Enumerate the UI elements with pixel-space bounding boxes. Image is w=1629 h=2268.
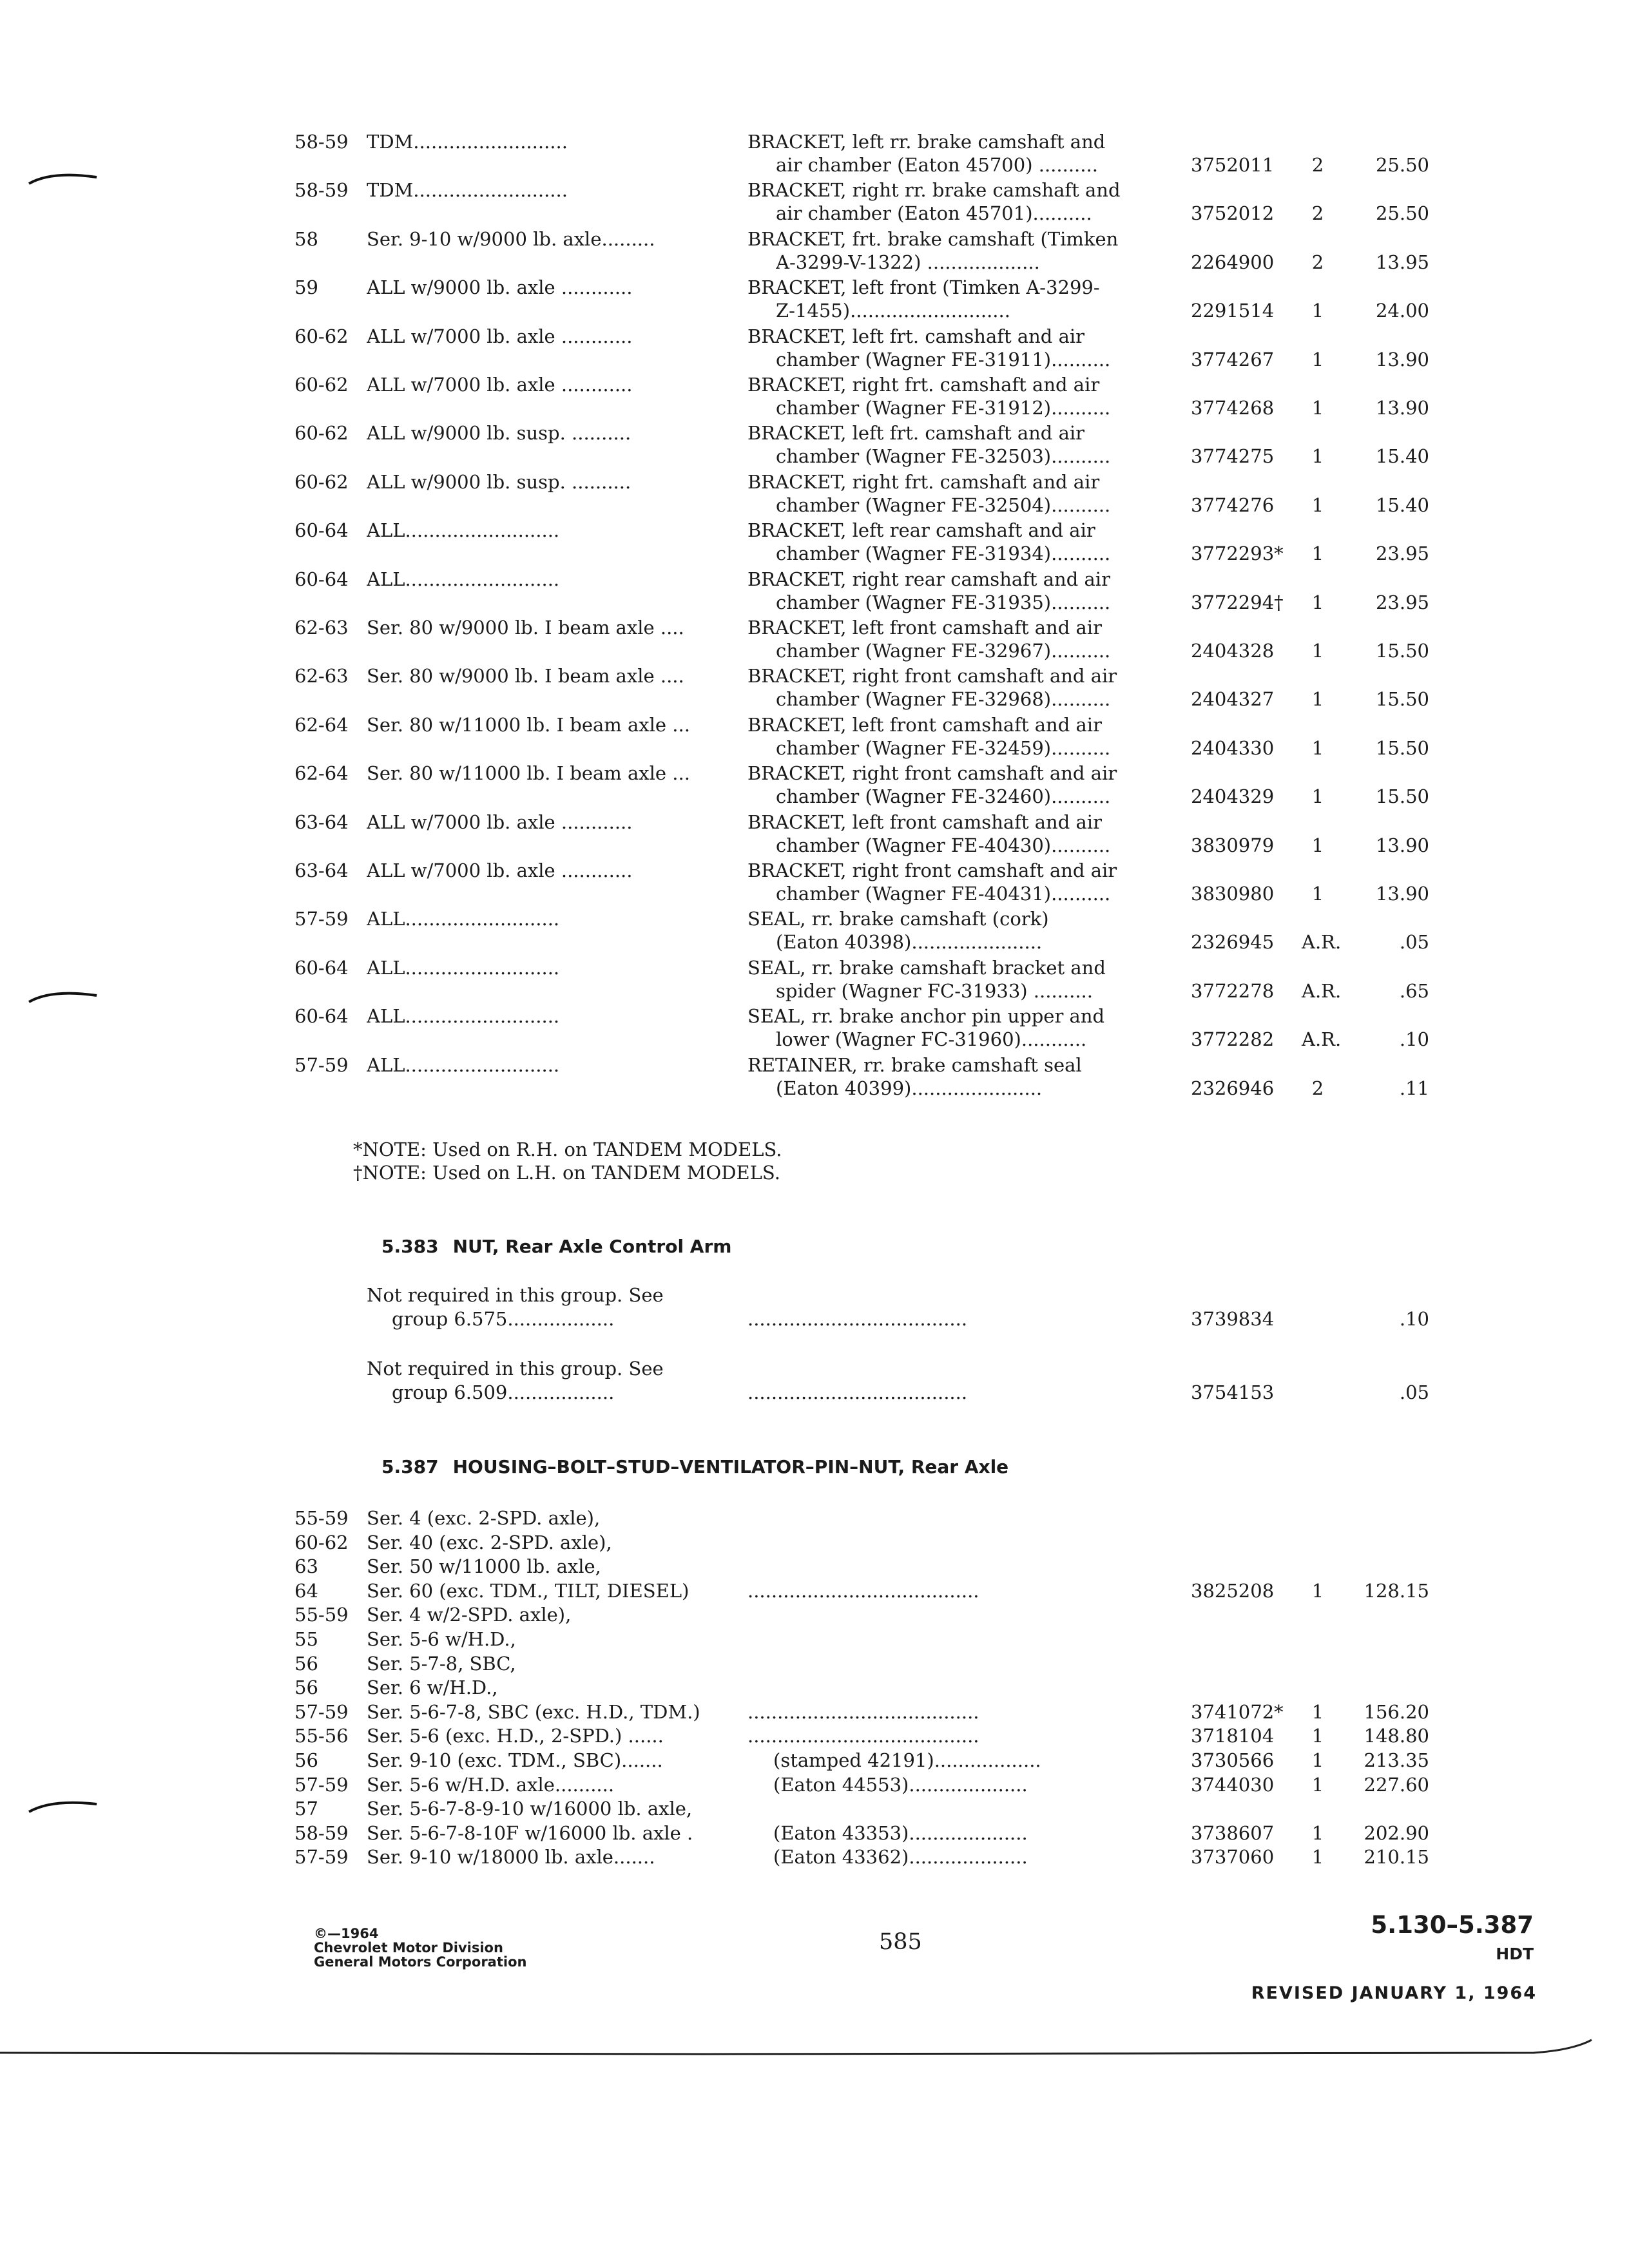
note-rh: *NOTE: Used on R.H. on TANDEM MODELS. xyxy=(353,1139,782,1160)
price: 15.50 xyxy=(1375,785,1429,807)
application: Ser. 4 (exc. 2-SPD. axle), xyxy=(367,1507,601,1529)
quantity: 1 xyxy=(1311,397,1324,419)
part-description: ....................................... xyxy=(747,1725,979,1747)
table-row-continuation xyxy=(0,395,1629,421)
part-description: ..................................... xyxy=(747,1308,968,1330)
price: 213.35 xyxy=(1364,1749,1429,1771)
part-description: BRACKET, left front camshaft and air xyxy=(747,811,1102,833)
price: 23.95 xyxy=(1375,591,1429,613)
table-row-continuation xyxy=(0,783,1629,809)
part-description-continued: spider (Wagner FC-31933) .......... xyxy=(776,980,1093,1002)
quantity: 1 xyxy=(1311,1774,1324,1796)
section-range: 5.130–5.387 xyxy=(1371,1911,1534,1939)
model-years: 60-62 xyxy=(294,1532,349,1553)
table-row xyxy=(0,1578,1629,1604)
price: .10 xyxy=(1399,1308,1429,1330)
quantity: 1 xyxy=(1311,1701,1324,1723)
part-number: 3772278 xyxy=(1191,980,1275,1002)
price: .65 xyxy=(1399,980,1429,1002)
manual-code: HDT xyxy=(1496,1945,1534,1963)
revision-date: REVISED JANUARY 1, 1964 xyxy=(1251,1983,1537,2003)
table-row xyxy=(0,372,1629,398)
section-heading-5387 xyxy=(381,1454,1008,1480)
model-years: 64 xyxy=(294,1580,318,1602)
price: 13.90 xyxy=(1375,349,1429,370)
part-description-continued: chamber (Wagner FE-31935).......... xyxy=(776,591,1111,613)
part-description: (stamped 42191).................. xyxy=(773,1749,1041,1771)
application: ALL.......................... xyxy=(367,1005,560,1027)
quantity: 1 xyxy=(1311,785,1324,807)
table-row xyxy=(0,1052,1629,1078)
model-years: 55-56 xyxy=(294,1725,349,1747)
application: Ser. 80 w/11000 lb. I beam axle ... xyxy=(367,714,690,736)
price: 13.90 xyxy=(1375,834,1429,856)
table-row xyxy=(0,1530,1629,1555)
application: Ser. 9-10 (exc. TDM., SBC)....... xyxy=(367,1749,663,1771)
model-years: 56 xyxy=(294,1653,318,1675)
part-description-continued: air chamber (Eaton 45700) .......... xyxy=(776,154,1098,176)
price: 15.50 xyxy=(1375,737,1429,759)
model-years: 60-62 xyxy=(294,325,349,347)
quantity: 1 xyxy=(1311,1725,1324,1747)
part-description: ....................................... xyxy=(747,1580,979,1602)
part-description-continued: chamber (Wagner FE-31912).......... xyxy=(776,397,1111,419)
part-description-continued: (Eaton 40399)...................... xyxy=(776,1077,1043,1099)
part-description: BRACKET, right front camshaft and air xyxy=(747,860,1117,881)
model-years: 58-59 xyxy=(294,131,349,153)
application: TDM.......................... xyxy=(367,131,568,153)
application: ALL w/9000 lb. susp. .......... xyxy=(367,422,631,444)
model-years: 56 xyxy=(294,1749,318,1771)
part-description: ..................................... xyxy=(747,1381,968,1403)
part-number: 3830979 xyxy=(1191,834,1275,856)
application: ALL.......................... xyxy=(367,568,560,590)
quantity: 1 xyxy=(1311,1580,1324,1602)
table-row xyxy=(0,177,1629,203)
part-description: BRACKET, left frt. camshaft and air xyxy=(747,422,1085,444)
part-description: BRACKET, right frt. camshaft and air xyxy=(747,374,1100,396)
part-description: BRACKET, left front camshaft and air xyxy=(747,714,1102,736)
model-years: 58-59 xyxy=(294,179,349,201)
table-row xyxy=(0,1356,1629,1381)
price: 202.90 xyxy=(1364,1822,1429,1844)
part-description-continued: chamber (Wagner FE-32968).......... xyxy=(776,688,1111,710)
table-row-continuation xyxy=(0,152,1629,178)
part-description: SEAL, rr. brake camshaft bracket and xyxy=(747,957,1106,979)
section-number: 5.383 xyxy=(381,1236,439,1257)
part-description: SEAL, rr. brake anchor pin upper and xyxy=(747,1005,1105,1027)
application: Ser. 9-10 w/18000 lb. axle....... xyxy=(367,1846,655,1868)
table-row-continuation xyxy=(0,735,1629,761)
table-row xyxy=(0,906,1629,932)
quantity: 1 xyxy=(1311,1749,1324,1771)
application: TDM.......................... xyxy=(367,179,568,201)
part-description: BRACKET, right rr. brake camshaft and xyxy=(747,179,1121,201)
part-number: 3774275 xyxy=(1191,445,1275,467)
application: Ser. 5-6-7-8-9-10 w/16000 lb. axle, xyxy=(367,1798,693,1820)
table-row xyxy=(0,760,1629,786)
part-number: 3774268 xyxy=(1191,397,1275,419)
price: 148.80 xyxy=(1364,1725,1429,1747)
part-number: 3739834 xyxy=(1191,1308,1275,1330)
section-heading-5383 xyxy=(381,1234,731,1260)
table-row-continuation xyxy=(0,249,1629,275)
part-description-continued: (Eaton 40398)...................... xyxy=(776,931,1043,953)
part-number: 3774267 xyxy=(1191,349,1275,370)
application: ALL.......................... xyxy=(367,908,560,930)
part-number: 3825208 xyxy=(1191,1580,1275,1602)
part-number: 3752012 xyxy=(1191,202,1275,224)
quantity: 1 xyxy=(1311,640,1324,662)
table-row-continuation xyxy=(0,541,1629,566)
model-years: 60-64 xyxy=(294,568,349,590)
model-years: 60-62 xyxy=(294,422,349,444)
model-years: 55-59 xyxy=(294,1604,349,1626)
model-years: 57-59 xyxy=(294,1701,349,1723)
table-row xyxy=(0,663,1629,689)
part-description: (Eaton 43362).................... xyxy=(773,1846,1028,1868)
table-row-continuation xyxy=(0,638,1629,664)
price: 13.90 xyxy=(1375,397,1429,419)
price: 13.95 xyxy=(1375,251,1429,273)
part-number: 2291514 xyxy=(1191,300,1275,322)
copyright-line: ©—1964 xyxy=(314,1926,379,1941)
part-number: 3738607 xyxy=(1191,1822,1275,1844)
part-description-continued: chamber (Wagner FE-32967).......... xyxy=(776,640,1111,662)
quantity: 1 xyxy=(1311,543,1324,564)
table-row xyxy=(0,323,1629,349)
price: 15.40 xyxy=(1375,494,1429,516)
quantity: 1 xyxy=(1311,834,1324,856)
application: Not required in this group. See xyxy=(367,1284,664,1306)
model-years: 60-62 xyxy=(294,374,349,396)
application: ALL w/9000 lb. axle ............ xyxy=(367,276,633,298)
table-row xyxy=(0,129,1629,155)
model-years: 60-64 xyxy=(294,519,349,541)
part-number: 2404328 xyxy=(1191,640,1275,662)
part-description-continued: chamber (Wagner FE-32503).......... xyxy=(776,445,1111,467)
quantity: 1 xyxy=(1311,300,1324,322)
part-description: BRACKET, left frt. camshaft and air xyxy=(747,325,1085,347)
table-row-continuation xyxy=(0,1306,1629,1332)
part-description: BRACKET, right rear camshaft and air xyxy=(747,568,1110,590)
model-years: 62-63 xyxy=(294,617,349,639)
application: Ser. 9-10 w/9000 lb. axle......... xyxy=(367,228,655,250)
model-years: 55 xyxy=(294,1628,318,1650)
part-number: 3737060 xyxy=(1191,1846,1275,1868)
table-row-continuation xyxy=(0,1379,1629,1405)
part-description-continued: chamber (Wagner FE-31911).......... xyxy=(776,349,1111,370)
quantity: 1 xyxy=(1311,737,1324,759)
table-row-continuation xyxy=(0,978,1629,1004)
application: Ser. 5-7-8, SBC, xyxy=(367,1653,516,1675)
model-years: 62-64 xyxy=(294,762,349,784)
quantity: 2 xyxy=(1311,154,1324,176)
part-description: SEAL, rr. brake camshaft (cork) xyxy=(747,908,1049,930)
application: Ser. 40 (exc. 2-SPD. axle), xyxy=(367,1532,612,1553)
part-description: RETAINER, rr. brake camshaft seal xyxy=(747,1054,1082,1076)
application: ALL w/7000 lb. axle ............ xyxy=(367,860,633,881)
table-row xyxy=(0,274,1629,300)
table-row-continuation xyxy=(0,347,1629,372)
part-number: 2404327 xyxy=(1191,688,1275,710)
application: ALL w/7000 lb. axle ............ xyxy=(367,811,633,833)
part-number: 3718104 xyxy=(1191,1725,1275,1747)
application: Ser. 80 w/11000 lb. I beam axle ... xyxy=(367,762,690,784)
model-years: 60-64 xyxy=(294,957,349,979)
quantity: 1 xyxy=(1311,1822,1324,1844)
part-number: 3774276 xyxy=(1191,494,1275,516)
price: 13.90 xyxy=(1375,883,1429,905)
model-years: 57 xyxy=(294,1798,318,1820)
table-row-continuation xyxy=(0,929,1629,955)
application-continued: group 6.509.................. xyxy=(392,1381,615,1403)
quantity: 2 xyxy=(1311,1077,1324,1099)
model-years: 58-59 xyxy=(294,1822,349,1844)
part-description-continued: Z-1455)........................... xyxy=(776,300,1010,322)
part-description-continued: chamber (Wagner FE-31934).......... xyxy=(776,543,1111,564)
model-years: 57-59 xyxy=(294,1054,349,1076)
table-row xyxy=(0,1772,1629,1798)
model-years: 63-64 xyxy=(294,811,349,833)
table-row xyxy=(0,955,1629,981)
table-row-continuation xyxy=(0,492,1629,518)
table-row xyxy=(0,226,1629,252)
price: 23.95 xyxy=(1375,543,1429,564)
application: Ser. 60 (exc. TDM., TILT, DIESEL) xyxy=(367,1580,689,1602)
application: Ser. 80 w/9000 lb. I beam axle .... xyxy=(367,665,684,687)
model-years: 59 xyxy=(294,276,318,298)
table-row xyxy=(0,517,1629,543)
price: .05 xyxy=(1399,931,1429,953)
part-number: 2326946 xyxy=(1191,1077,1275,1099)
table-row xyxy=(0,1747,1629,1773)
table-row xyxy=(0,1505,1629,1531)
table-row-continuation xyxy=(0,443,1629,469)
application: Ser. 6 w/H.D., xyxy=(367,1677,498,1698)
table-row xyxy=(0,1820,1629,1846)
copyright-line: Chevrolet Motor Division xyxy=(314,1940,503,1956)
table-row xyxy=(0,1844,1629,1870)
price: 227.60 xyxy=(1364,1774,1429,1796)
part-description-continued: chamber (Wagner FE-32459).......... xyxy=(776,737,1111,759)
table-row xyxy=(0,1723,1629,1749)
application: Ser. 4 w/2-SPD. axle), xyxy=(367,1604,572,1626)
table-row xyxy=(0,566,1629,592)
price: 210.15 xyxy=(1364,1846,1429,1868)
section-number: 5.387 xyxy=(381,1456,439,1477)
part-description-continued: chamber (Wagner FE-32504).......... xyxy=(776,494,1111,516)
table-row-continuation xyxy=(0,686,1629,712)
model-years: 60-62 xyxy=(294,471,349,493)
application: ALL.......................... xyxy=(367,1054,560,1076)
model-years: 55-59 xyxy=(294,1507,349,1529)
model-years: 57-59 xyxy=(294,908,349,930)
application: ALL.......................... xyxy=(367,519,560,541)
application: Ser. 5-6 w/H.D., xyxy=(367,1628,516,1650)
table-row-continuation xyxy=(0,1026,1629,1052)
table-row xyxy=(0,1699,1629,1725)
note-lh: †NOTE: Used on L.H. on TANDEM MODELS. xyxy=(353,1162,780,1184)
quantity: 1 xyxy=(1311,591,1324,613)
price: 15.50 xyxy=(1375,640,1429,662)
application: Not required in this group. See xyxy=(367,1358,664,1379)
price: 15.40 xyxy=(1375,445,1429,467)
part-number: 3772282 xyxy=(1191,1028,1275,1050)
part-number: 3752011 xyxy=(1191,154,1275,176)
price: 25.50 xyxy=(1375,154,1429,176)
price: 128.15 xyxy=(1364,1580,1429,1602)
quantity: A.R. xyxy=(1302,931,1342,953)
application: Ser. 5-6-7-8, SBC (exc. H.D., TDM.) xyxy=(367,1701,700,1723)
price: .11 xyxy=(1399,1077,1429,1099)
model-years: 63-64 xyxy=(294,860,349,881)
part-description: BRACKET, right frt. camshaft and air xyxy=(747,471,1100,493)
application: Ser. 80 w/9000 lb. I beam axle .... xyxy=(367,617,684,639)
part-description-continued: chamber (Wagner FE-40430).......... xyxy=(776,834,1111,856)
copyright-line: General Motors Corporation xyxy=(314,1954,527,1970)
table-row xyxy=(0,615,1629,640)
application-continued: group 6.575.................. xyxy=(392,1308,615,1330)
price: 25.50 xyxy=(1375,202,1429,224)
part-number: 3744030 xyxy=(1191,1774,1275,1796)
quantity: 1 xyxy=(1311,688,1324,710)
part-description-continued: A-3299-V-1322) ................... xyxy=(776,251,1040,273)
table-row xyxy=(0,858,1629,883)
model-years: 62-64 xyxy=(294,714,349,736)
price: .10 xyxy=(1399,1028,1429,1050)
table-row xyxy=(0,469,1629,495)
part-description: BRACKET, right front camshaft and air xyxy=(747,665,1117,687)
part-number: 2404329 xyxy=(1191,785,1275,807)
page-edge-line xyxy=(0,2030,1629,2062)
price: 156.20 xyxy=(1364,1701,1429,1723)
quantity: A.R. xyxy=(1302,1028,1342,1050)
table-row xyxy=(0,1796,1629,1821)
copyright-block xyxy=(314,1927,526,1969)
application: Ser. 50 w/11000 lb. axle, xyxy=(367,1555,601,1577)
table-row xyxy=(0,420,1629,446)
part-description: BRACKET, right front camshaft and air xyxy=(747,762,1117,784)
quantity: 1 xyxy=(1311,494,1324,516)
model-years: 57-59 xyxy=(294,1846,349,1868)
quantity: 2 xyxy=(1311,251,1324,273)
price: 15.50 xyxy=(1375,688,1429,710)
model-years: 63 xyxy=(294,1555,318,1577)
part-number: 3830980 xyxy=(1191,883,1275,905)
part-description: BRACKET, left front camshaft and air xyxy=(747,617,1102,639)
part-description-continued: chamber (Wagner FE-32460).......... xyxy=(776,785,1111,807)
model-years: 58 xyxy=(294,228,318,250)
table-row xyxy=(0,1675,1629,1700)
quantity: 1 xyxy=(1311,445,1324,467)
part-number: 2404330 xyxy=(1191,737,1275,759)
table-row-continuation xyxy=(0,1075,1629,1101)
application: ALL w/7000 lb. axle ............ xyxy=(367,325,633,347)
quantity: 1 xyxy=(1311,349,1324,370)
part-description: BRACKET, frt. brake camshaft (Timken xyxy=(747,228,1119,250)
part-number: 3754153 xyxy=(1191,1381,1275,1403)
price: .05 xyxy=(1399,1381,1429,1403)
part-number: 3772294† xyxy=(1191,591,1284,613)
part-description: BRACKET, left rr. brake camshaft and xyxy=(747,131,1106,153)
part-description-continued: lower (Wagner FC-31960)........... xyxy=(776,1028,1087,1050)
part-description: (Eaton 43353).................... xyxy=(773,1822,1028,1844)
part-description-continued: chamber (Wagner FE-40431).......... xyxy=(776,883,1111,905)
model-years: 60-64 xyxy=(294,1005,349,1027)
table-row xyxy=(0,1003,1629,1029)
part-description: BRACKET, left rear camshaft and air xyxy=(747,519,1095,541)
table-row-continuation xyxy=(0,200,1629,226)
part-number: 2326945 xyxy=(1191,931,1275,953)
table-row-continuation xyxy=(0,590,1629,615)
table-row xyxy=(0,1602,1629,1628)
application: ALL.......................... xyxy=(367,957,560,979)
quantity: 2 xyxy=(1311,202,1324,224)
part-number: 2264900 xyxy=(1191,251,1275,273)
quantity: 1 xyxy=(1311,1846,1324,1868)
table-row-continuation xyxy=(0,832,1629,858)
model-years: 62-63 xyxy=(294,665,349,687)
part-description: (Eaton 44553).................... xyxy=(773,1774,1028,1796)
table-row xyxy=(0,809,1629,835)
model-years: 56 xyxy=(294,1677,318,1698)
application: ALL w/7000 lb. axle ............ xyxy=(367,374,633,396)
page-number: 585 xyxy=(879,1929,922,1955)
table-row-continuation xyxy=(0,298,1629,323)
quantity: A.R. xyxy=(1302,980,1342,1002)
table-row xyxy=(0,1626,1629,1652)
table-row-continuation xyxy=(0,881,1629,907)
table-row xyxy=(0,1553,1629,1579)
section-title: HOUSING–BOLT–STUD–VENTILATOR–PIN–NUT, Rear Axle xyxy=(452,1456,1009,1477)
table-row xyxy=(0,1651,1629,1677)
table-row xyxy=(0,1282,1629,1308)
part-description: BRACKET, left front (Timken A-3299- xyxy=(747,276,1100,298)
quantity: 1 xyxy=(1311,883,1324,905)
part-number: 3730566 xyxy=(1191,1749,1275,1771)
application: Ser. 5-6-7-8-10F w/16000 lb. axle . xyxy=(367,1822,693,1844)
application: Ser. 5-6 (exc. H.D., 2-SPD.) ...... xyxy=(367,1725,664,1747)
section-title: NUT, Rear Axle Control Arm xyxy=(452,1236,732,1257)
part-description: ....................................... xyxy=(747,1701,979,1723)
part-number: 3772293* xyxy=(1191,543,1284,564)
price: 24.00 xyxy=(1375,300,1429,322)
part-number: 3741072* xyxy=(1191,1701,1284,1723)
table-row xyxy=(0,712,1629,738)
part-description-continued: air chamber (Eaton 45701).......... xyxy=(776,202,1092,224)
model-years: 57-59 xyxy=(294,1774,349,1796)
application: Ser. 5-6 w/H.D. axle.......... xyxy=(367,1774,615,1796)
application: ALL w/9000 lb. susp. .......... xyxy=(367,471,631,493)
